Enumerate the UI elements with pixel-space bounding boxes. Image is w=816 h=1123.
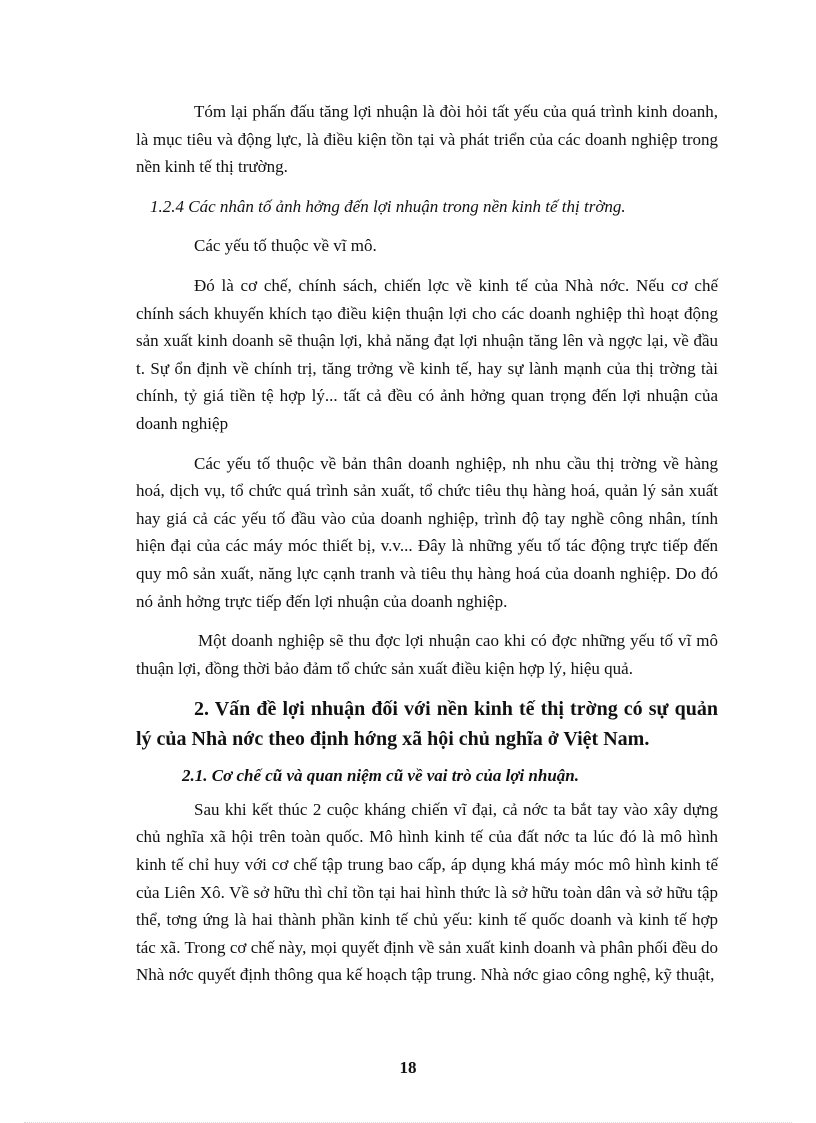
- page-content: [136, 98, 718, 1001]
- paragraph-profit-summary: Tóm lại phấn đấu tăng lợi nhuận là đòi hỏi tất yếu của quá trình kinh doanh, là mục tiêu và động lực, là điều kiện tồn tại và phát triển của các doanh nghiệp trong nền kinh tế thị trường.: [136, 102, 718, 177]
- paragraph-high-profit: Một doanh nghiệp sẽ thu đợc lợi nhuận cao khi có đợc những yếu tố vĩ mô thuận lợi, đồng thời bảo đảm tổ chức sản xuất điều kiện hợp lý, hiệu quả.: [136, 631, 718, 678]
- paragraph-macro-factors-label: Các yếu tố thuộc về vĩ mô.: [194, 236, 377, 256]
- paragraph-internal-factors: Các yếu tố thuộc về bản thân doanh nghiệp, nh nhu cầu thị trờng về hàng hoá, dịch vụ, tổ chức quá trình sản xuất, tổ chức tiêu thụ hàng hoá, quản lý sản xuất hay giá cả các yếu tố đầu vào của doanh nghiệp, trình độ tay nghề công nhân, tính hiện đại của các máy móc thiết bị, v.v... Đây là những yếu tố tác động trực tiếp đến quy mô sản xuất, năng lực cạnh tranh và tiêu thụ hàng hoá của doanh nghiệp. Do đó nó ảnh hởng trực tiếp đến lợi nhuận của doanh nghiệp.: [136, 453, 718, 611]
- paragraph-macro-factors: Đó là cơ chế, chính sách, chiến lợc về kinh tế của Nhà nớc. Nếu cơ chế chính sách khuyến khích tạo điều kiện thuận lợi cho các doanh nghiệp thì hoạt động sản xuất kinh doanh sẽ thuận lợi, khả năng đạt lợi nhuận tăng lên và ngợc lại, về đầu t. Sự ổn định về chính trị, tăng trởng về kinh tế, hay sự lành mạnh của thị trờng tài chính, tỷ giá tiền tệ hợp lý... tất cả đều có ảnh hởng quan trọng đến lợi nhuận của doanh nghiệp: [136, 275, 718, 433]
- section-heading-1-2-4: 1.2.4 Các nhân tố ảnh hởng đến lợi nhuận trong nền kinh tế thị trờng.: [150, 196, 626, 216]
- paragraph-old-mechanism: Sau khi kết thúc 2 cuộc kháng chiến vĩ đại, cả nớc ta bắt tay vào xây dựng chủ nghĩa xã hội trên toàn quốc. Mô hình kinh tế của đất nớc ta lúc đó là mô hình kinh tế chỉ huy với cơ chế tập trung bao cấp, áp dụng khá máy móc mô hình kinh tế của Liên Xô. Về sở hữu thì chỉ tồn tại hai hình thức là sở hữu toàn dân và sở hữu tập thể, tơng ứng là hai thành phần kinh tế chủ yếu: kinh tế quốc doanh và kinh tế hợp tác xã. Trong cơ chế này, mọi quyết định về sản xuất kinh doanh và phân phối đều do Nhà nớc quyết định thông qua kế hoạch tập trung. Nhà nớc giao công nghệ, kỹ thuật,: [136, 799, 718, 985]
- page-number: 18: [399, 1058, 417, 1077]
- section-heading-2-1: 2.1. Cơ chế cũ và quan niệm cũ về vai trò của lợi nhuận.: [182, 766, 579, 786]
- section-heading-2: 2. Vấn đề lợi nhuận đối với nền kinh tế thị trờng có sự quản lý của Nhà nớc theo định hớng xã hội chủ nghĩa ở Việt Nam.: [136, 698, 718, 751]
